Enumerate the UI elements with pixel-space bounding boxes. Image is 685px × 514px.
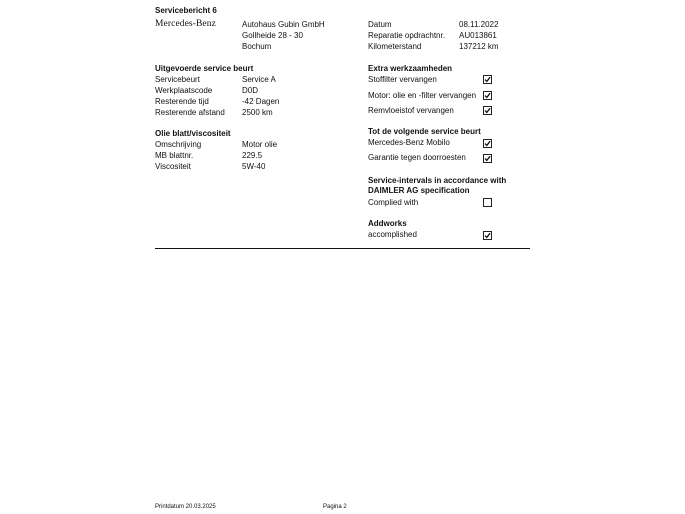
next-item-checkbox[interactable] (483, 154, 492, 163)
checkmark-icon (484, 140, 491, 147)
dealer-name: Autohaus Gubin GmbH (242, 20, 325, 29)
extra-item-label: Remvloeistof vervangen (368, 106, 454, 115)
extra-item-checkbox[interactable] (483, 106, 492, 115)
brand-name: Mercedes-Benz (155, 19, 216, 29)
remaining-distance-label: Resterende afstand (155, 108, 225, 117)
checkmark-icon (484, 107, 491, 114)
addworks-heading: Addworks (368, 219, 407, 228)
oil-heading: Olie blatt/viscositeit (155, 129, 231, 138)
extra-item-checkbox[interactable] (483, 75, 492, 84)
meta-mileage-label: Kilometerstand (368, 42, 422, 51)
meta-date-value: 08.11.2022 (459, 20, 499, 29)
service-type-label: Servicebeurt (155, 75, 200, 84)
remaining-time-value: -42 Dagen (242, 97, 280, 106)
dealer-city: Bochum (242, 42, 272, 51)
checkmark-icon (484, 76, 491, 83)
intervals-heading-line2: DAIMLER AG specification (368, 186, 470, 195)
intervals-item-checkbox[interactable] (483, 198, 492, 207)
section-divider (155, 248, 530, 249)
checkmark-icon (484, 92, 491, 99)
mb-sheet-label: MB blattnr. (155, 151, 194, 160)
extra-item-label: Stoffilter vervangen (368, 75, 437, 84)
extra-item-checkbox[interactable] (483, 91, 492, 100)
service-type-value: Service A (242, 75, 276, 84)
addworks-item-label: accomplished (368, 230, 417, 239)
workshop-code-label: Werkplaatscode (155, 86, 213, 95)
print-date: Printdatum 20.03.2025 (155, 504, 216, 510)
next-item-label: Garantie tegen doorroesten (368, 153, 466, 162)
viscosity-value: 5W-40 (242, 162, 266, 171)
meta-date-label: Datum (368, 20, 392, 29)
next-item-checkbox[interactable] (483, 139, 492, 148)
addworks-item-checkbox[interactable] (483, 231, 492, 240)
service-heading: Uitgevoerde service beurt (155, 64, 254, 73)
next-item-label: Mercedes-Benz Mobilo (368, 138, 450, 147)
next-heading: Tot de volgende service beurt (368, 127, 481, 136)
intervals-heading-line1: Service-intervals in accordance with (368, 176, 507, 185)
report-title: Servicebericht 6 (155, 6, 217, 15)
checkmark-icon (484, 155, 491, 162)
workshop-code-value: D0D (242, 86, 259, 95)
checkmark-icon (484, 232, 491, 239)
meta-mileage-value: 137212 km (459, 42, 499, 51)
viscosity-label: Viscositeit (155, 162, 191, 171)
remaining-distance-value: 2500 km (242, 108, 273, 117)
mb-sheet-value: 229.5 (242, 151, 263, 160)
extra-item-label: Motor: olie en -filter vervangen (368, 91, 477, 100)
meta-order-value: AU013861 (459, 31, 497, 40)
page-number: Pagina 2 (323, 504, 347, 510)
oil-description-value: Motor olie (242, 140, 278, 149)
extra-heading: Extra werkzaamheden (368, 64, 453, 73)
remaining-time-label: Resterende tijd (155, 97, 209, 106)
meta-order-label: Reparatie opdrachtnr. (368, 31, 445, 40)
intervals-item-label: Complied with (368, 198, 419, 207)
oil-description-label: Omschrijving (155, 140, 202, 149)
dealer-street: Gollheide 28 - 30 (242, 31, 303, 40)
